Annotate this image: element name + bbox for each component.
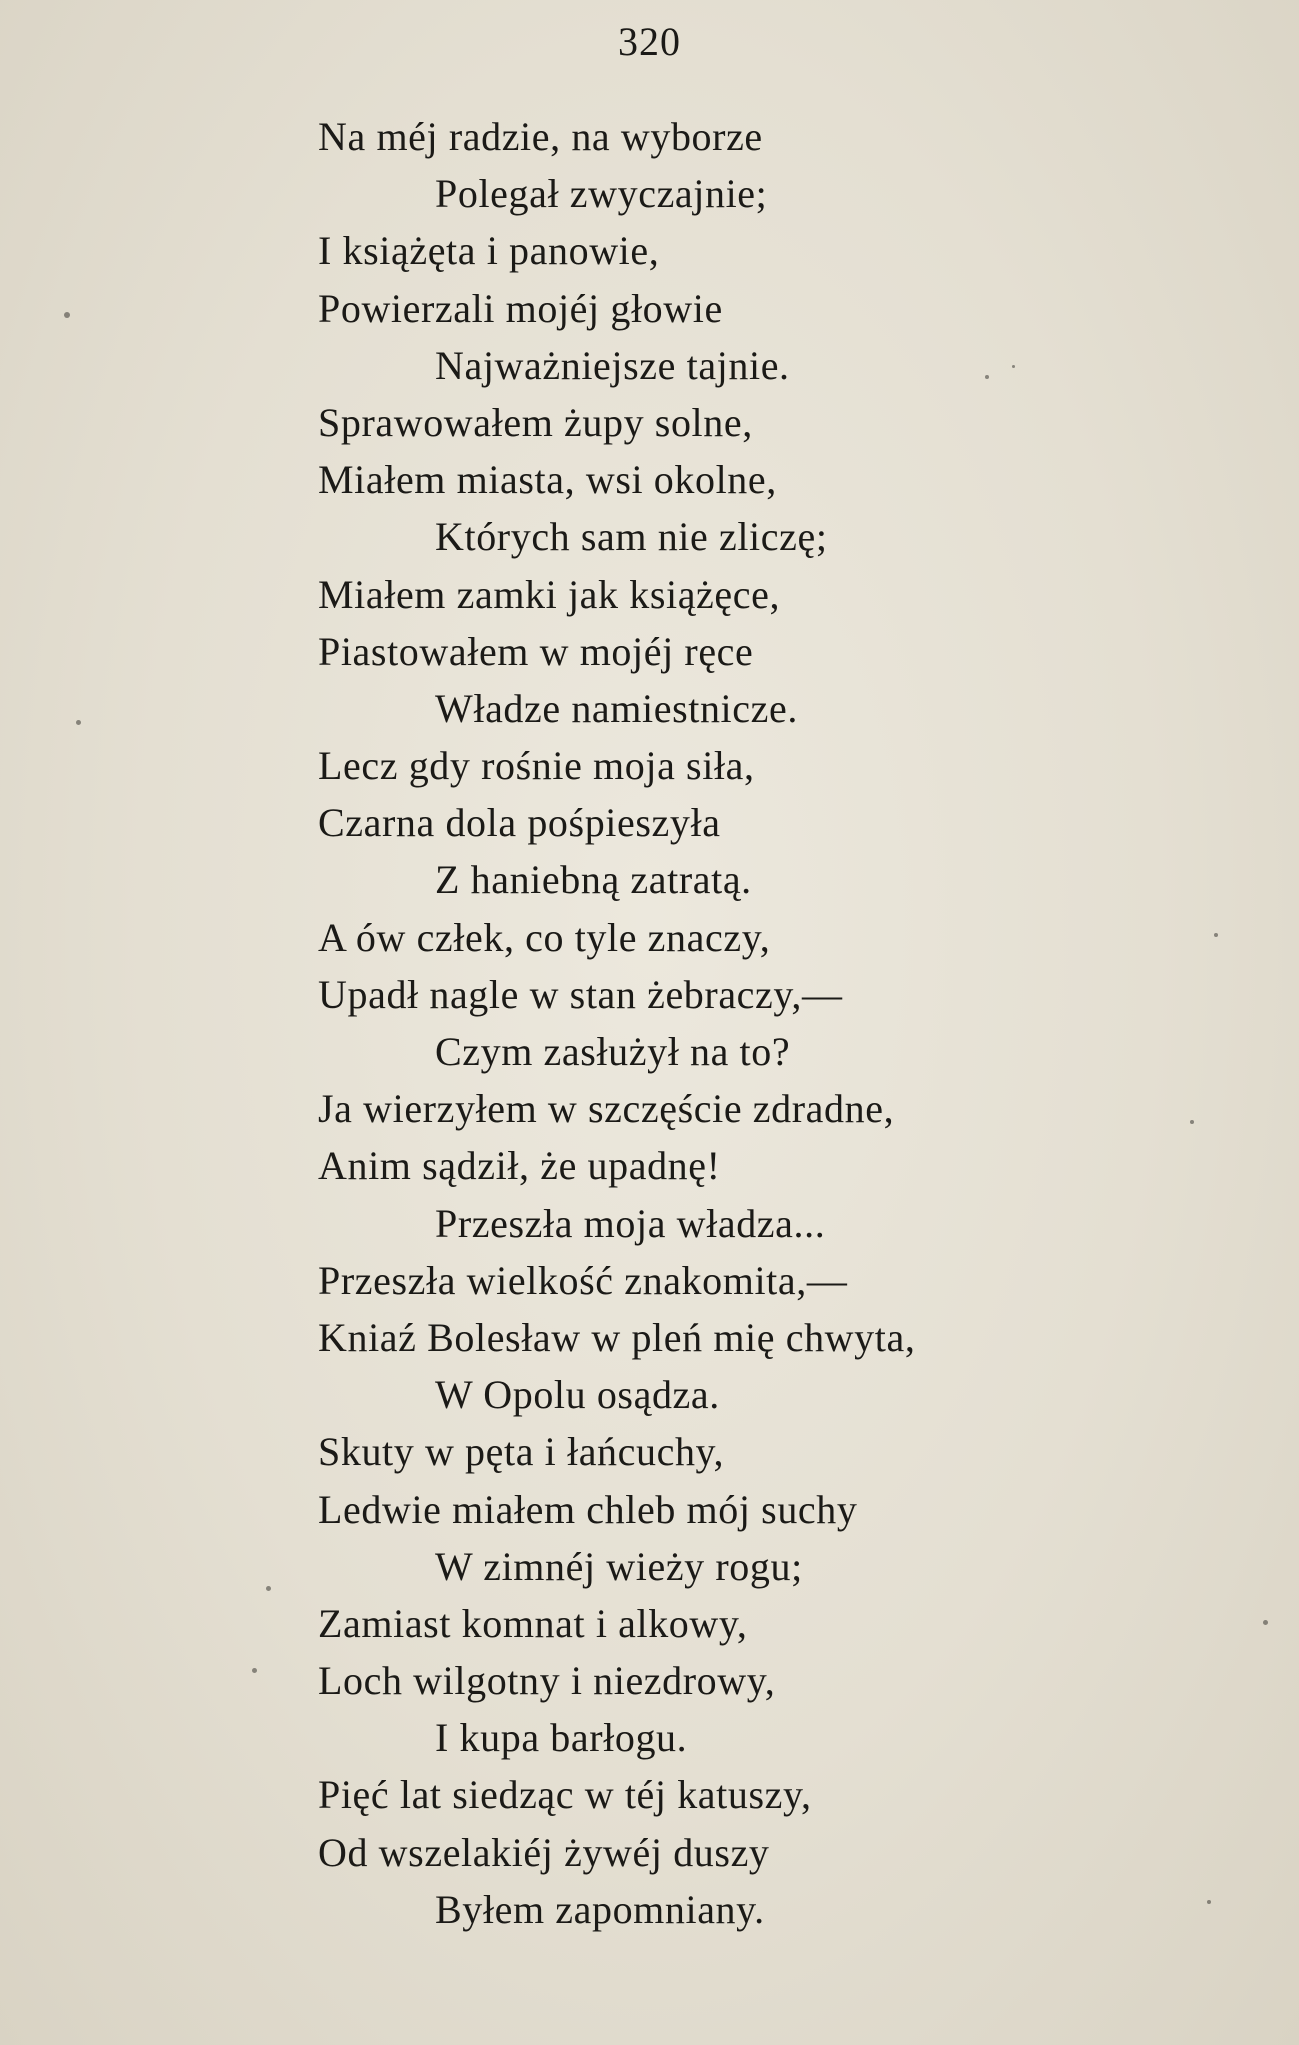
- poem-line: Czarna dola pośpieszyła: [318, 800, 721, 846]
- paper-speck: [985, 375, 989, 379]
- paper-speck: [1214, 933, 1218, 937]
- poem-line: Przeszła wielkość znakomita,—: [318, 1257, 848, 1303]
- poem-line: I książęta i panowie,: [318, 228, 660, 274]
- page-number: 320: [618, 19, 681, 64]
- poem-line: Miałem miasta, wsi okolne,: [318, 457, 777, 503]
- poem-line: Loch wilgotny i niezdrowy,: [318, 1658, 776, 1704]
- paper-speck: [1207, 1900, 1211, 1904]
- poem-line: Skuty w pęta i łańcuchy,: [318, 1429, 725, 1475]
- poem-line: W zimnéj wieży rogu;: [435, 1543, 803, 1589]
- poem-text: [318, 108, 1218, 1938]
- poem-line: Władze namiestnicze.: [435, 685, 798, 731]
- poem-line: Anim sądził, że upadnę!: [318, 1143, 721, 1189]
- poem-line: Na méj radzie, na wyborze: [318, 114, 763, 159]
- poem-line: W Opolu osądza.: [435, 1372, 720, 1418]
- poem-line: Upadł nagle w stan żebraczy,—: [318, 971, 843, 1017]
- poem-line: A ów człek, co tyle znaczy,: [318, 914, 771, 960]
- poem-line: Kniaź Bolesław w pleń mię chwyta,: [318, 1314, 916, 1360]
- poem-line: Byłem zapomniany.: [435, 1886, 765, 1932]
- paper-speck: [1190, 1120, 1194, 1124]
- poem-line: Najważniejsze tajnie.: [435, 342, 790, 388]
- paper-speck: [266, 1586, 271, 1591]
- poem-line: Czym zasłużył na to?: [435, 1029, 791, 1074]
- poem-line: Przeszła moja władza...: [435, 1200, 826, 1246]
- poem-line: Pięć lat siedząc w téj katuszy,: [318, 1772, 812, 1818]
- poem-line: Piastowałem w mojéj ręce: [318, 628, 754, 674]
- poem-line: Których sam nie zliczę;: [435, 514, 828, 560]
- poem-line: Lecz gdy rośnie moja siła,: [318, 743, 755, 789]
- poem-line: I kupa barłogu.: [435, 1715, 688, 1761]
- poem-line: Ja wierzyłem w szczęście zdradne,: [318, 1086, 895, 1132]
- poem-line: Miałem zamki jak książęce,: [318, 571, 781, 617]
- paper-speck: [76, 720, 81, 725]
- poem-line: Polegał zwyczajnie;: [435, 171, 768, 217]
- paper-speck: [1012, 365, 1015, 368]
- poem-line: Zamiast komnat i alkowy,: [318, 1600, 748, 1646]
- poem-line: Od wszelakiéj żywéj duszy: [318, 1829, 770, 1875]
- poem-line: Ledwie miałem chleb mój suchy: [318, 1486, 858, 1532]
- poem-line: Powierzali mojéj głowie: [318, 285, 723, 331]
- paper-speck: [252, 1668, 257, 1673]
- paper-speck: [1263, 1620, 1268, 1625]
- poem-line: Z haniebną zatratą.: [435, 857, 752, 903]
- poem-line: Sprawowałem żupy solne,: [318, 399, 753, 445]
- paper-speck: [64, 312, 70, 318]
